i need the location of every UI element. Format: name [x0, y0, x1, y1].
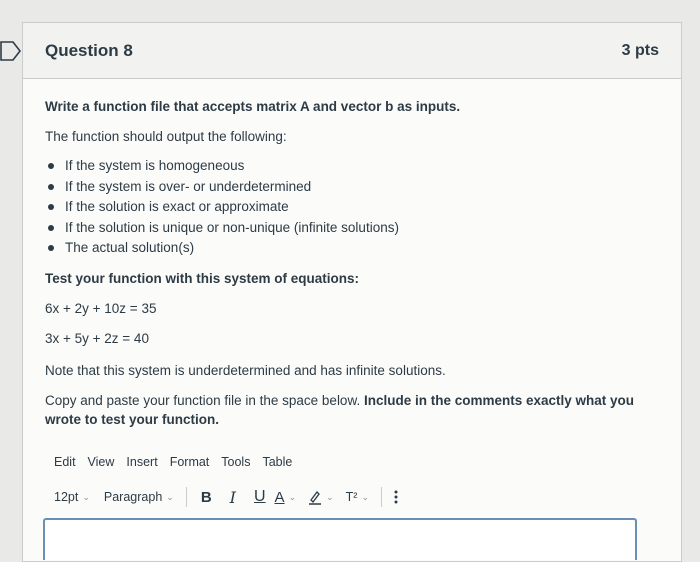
text-color-button[interactable]: A ⌄	[274, 488, 297, 506]
question-title: Question 8	[45, 40, 133, 60]
list-item: If the solution is unique or non-unique (infinite solutions)	[45, 218, 399, 239]
bold-button[interactable]: B	[200, 488, 212, 506]
requirements-list	[45, 156, 399, 259]
highlight-pen-icon	[308, 489, 322, 505]
font-size-select[interactable]: 12pt ⌄	[54, 490, 90, 504]
prompt-output-lead: The function should output the following:	[45, 129, 287, 144]
menu-table[interactable]: Table	[262, 455, 293, 469]
list-item: If the system is over- or underdetermined	[45, 177, 399, 198]
editor-toolbar	[54, 487, 398, 507]
bullet-icon	[48, 204, 54, 210]
equation-1: 6x + 2y + 10z = 35	[45, 301, 157, 316]
menu-insert[interactable]: Insert	[126, 455, 158, 469]
menu-view[interactable]: View	[87, 455, 115, 469]
bullet-icon	[48, 163, 54, 169]
question-card	[22, 22, 682, 562]
italic-button[interactable]: I	[229, 487, 236, 507]
highlight-color-button[interactable]	[308, 489, 334, 505]
list-item: If the system is homogeneous	[45, 156, 399, 177]
underline-button[interactable]: U	[253, 488, 266, 505]
bullet-icon	[48, 225, 54, 231]
chevron-down-icon: ⌄	[326, 491, 334, 502]
chevron-down-icon: ⌄	[82, 491, 90, 502]
answer-editor[interactable]	[43, 518, 637, 560]
question-flag-icon[interactable]	[0, 38, 22, 64]
question-header	[23, 23, 681, 79]
chevron-down-icon: ⌄	[288, 491, 297, 502]
bullet-icon	[48, 184, 54, 190]
menu-format[interactable]: Format	[169, 455, 210, 469]
copy-instruction-line-1: Copy and paste your function file in the space below. Include in the comments exactly what you	[45, 393, 635, 408]
copy-instruction-line-2: wrote to test your function.	[45, 412, 219, 427]
superscript-button[interactable]: T² ⌄	[345, 490, 370, 504]
editor-menubar	[54, 455, 292, 469]
list-item: The actual solution(s)	[45, 238, 399, 259]
menu-tools[interactable]: Tools	[221, 455, 251, 469]
note-text: Note that this system is underdetermined and has infinite solutions.	[45, 363, 446, 378]
more-vertical-icon[interactable]	[394, 490, 398, 504]
chevron-down-icon: ⌄	[361, 491, 370, 502]
bullet-icon	[48, 245, 54, 251]
prompt-intro: Write a function file that accepts matrix A and vector b as inputs.	[45, 99, 461, 114]
paragraph-select[interactable]: Paragraph ⌄	[103, 490, 174, 504]
list-item: If the solution is exact or approximate	[45, 197, 399, 218]
question-points: 3 pts	[621, 41, 659, 59]
toolbar-divider	[186, 487, 187, 507]
test-lead: Test your function with this system of equations:	[45, 271, 360, 286]
equation-2: 3x + 5y + 2z = 40	[45, 331, 149, 346]
menu-edit[interactable]: Edit	[54, 455, 76, 469]
chevron-down-icon: ⌄	[166, 491, 174, 502]
toolbar-divider	[381, 487, 382, 507]
